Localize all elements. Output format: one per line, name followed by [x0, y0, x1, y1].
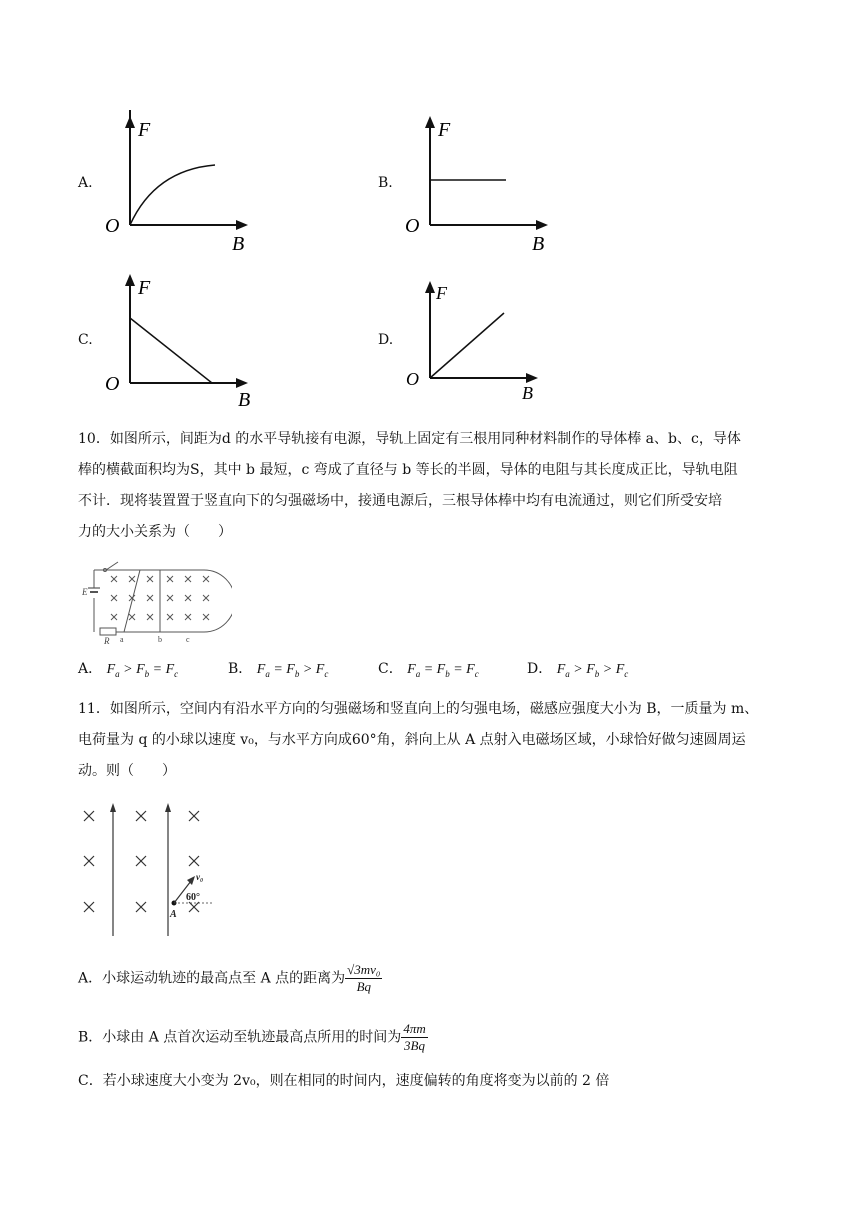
graph-d: [400, 275, 560, 405]
q10-option-b: B． $F_a = F_b > F_c$: [228, 661, 329, 679]
x-axis-label: B: [522, 383, 533, 403]
y-axis-label: F: [438, 119, 451, 141]
q10-option-c: C． $F_a = F_b = F_c$: [378, 661, 479, 679]
graph-b: [400, 110, 560, 250]
origin-label: O: [105, 215, 120, 237]
x-axis-label: B: [232, 233, 245, 250]
q10-line-2: 棒的横截面积均为S，其中 b 最短，c 弯成了直径与 b 等长的半圆，导体的电阻与其长度成正比，导轨电阻: [78, 462, 738, 478]
q11-line-2: 电荷量为 q 的小球以速度 v₀，与水平方向成60°角，斜向上从 A 点射入电磁场区域，小球恰好做匀速圆周运: [78, 732, 746, 748]
origin-label: O: [406, 369, 419, 389]
label-angle: 60°: [186, 892, 200, 903]
y-axis-label: F: [138, 277, 151, 299]
y-axis-label: F: [138, 119, 151, 141]
label-b: b: [158, 635, 162, 644]
label-a: a: [120, 635, 124, 644]
curve-saturating: [130, 165, 215, 225]
curve-increasing: [430, 313, 504, 378]
label-v0: v₀: [196, 872, 204, 882]
x-axis-arrow: [526, 373, 538, 383]
q11-stem: [78, 694, 788, 787]
magnetic-field-crosses: [84, 811, 199, 912]
x-axis-arrow: [236, 378, 248, 388]
y-axis-arrow: [125, 116, 135, 128]
q10-line-4: 力的大小关系为（ ）: [78, 524, 232, 540]
y-axis-arrow: [425, 116, 435, 128]
q11-option-c: C．若小球速度大小变为 2v₀，则在相同的时间内，速度偏转的角度将变为以前的 2 倍: [78, 1073, 610, 1089]
option-label-b: B.: [378, 175, 393, 191]
y-axis-label: F: [436, 283, 447, 303]
q10-option-d: D． $F_a > F_b > F_c$: [527, 661, 629, 679]
curve-decreasing: [130, 318, 212, 383]
y-axis-arrow: [125, 274, 135, 286]
origin-label: O: [405, 215, 420, 237]
switch: [106, 562, 118, 570]
option-label-c: C.: [78, 332, 93, 348]
label-c: c: [186, 635, 190, 644]
resistor: [100, 628, 116, 635]
x-axis-arrow: [236, 220, 248, 230]
label-e: E: [82, 587, 88, 597]
graph-c: [100, 268, 260, 408]
y-axis-arrow: [425, 281, 435, 293]
q10-line-3: 不计．现将装置置于竖直向下的匀强磁场中，接通电源后，三根导体棒中均有电流通过，则它们所受安培: [78, 493, 722, 509]
x-axis-label: B: [238, 389, 251, 408]
rod-c: [204, 570, 232, 632]
option-label-d: D.: [378, 332, 394, 348]
label-r: R: [104, 636, 110, 646]
q10-stem: [78, 424, 788, 548]
q10-option-a: A． $F_a > F_b = F_c$: [78, 661, 179, 679]
label-a-point: A: [170, 909, 177, 920]
option-label-a: A.: [78, 175, 93, 191]
q10-circuit-figure: [82, 558, 232, 646]
q11-option-a: A．小球运动轨迹的最高点至 A 点的距离为 $\frac{\text{√3mv₀}}{Bq}$: [78, 962, 381, 994]
q11-line-1: 11．如图所示，空间内有沿水平方向的匀强磁场和竖直向上的匀强电场，磁感应强度大小为 B，一质量为 m、: [78, 701, 759, 717]
q11-line-3: 动。则（ ）: [78, 763, 176, 779]
graph-a: [100, 110, 260, 250]
q10-line-1: 10．如图所示，间距为d 的水平导轨接有电源，导轨上固定有三根用同种材料制作的导体棒 a、b、c，导体: [78, 431, 741, 447]
origin-label: O: [105, 373, 120, 395]
q11-option-b: B．小球由 A 点首次运动至轨迹最高点所用的时间为 $\frac{4\pi m}{3Bq}$: [78, 1021, 426, 1053]
q11-field-figure: [78, 800, 228, 940]
x-axis-arrow: [536, 220, 548, 230]
x-axis-label: B: [532, 233, 545, 250]
